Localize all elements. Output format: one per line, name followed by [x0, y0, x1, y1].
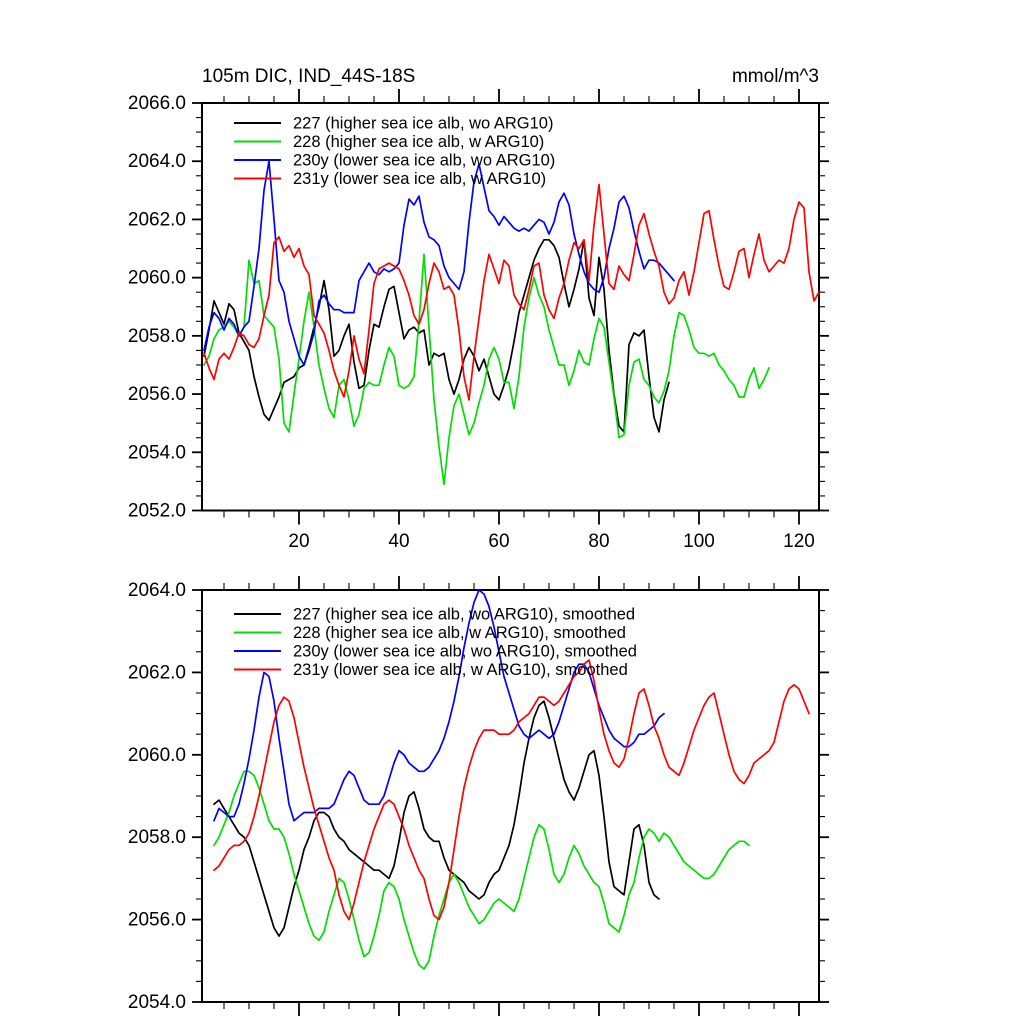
- x-tick-label: 40: [388, 531, 410, 552]
- panel-bottom: [128, 576, 829, 1016]
- y-tick-label: 2060.0: [127, 744, 186, 766]
- legend: [234, 115, 555, 189]
- x-tick-label: 80: [588, 531, 610, 552]
- y-tick-label: 2056.0: [127, 384, 186, 406]
- y-tick-label: 2056.0: [127, 909, 186, 931]
- page-title: 105m DIC, IND_44S-18S: [202, 66, 416, 87]
- x-tick-label: 20: [288, 531, 310, 552]
- x-tick-label: 100: [683, 531, 715, 552]
- series-line-2: [204, 254, 769, 484]
- y-tick-label: 2052.0: [127, 500, 186, 522]
- panel-top: [128, 89, 829, 552]
- legend: [234, 606, 637, 680]
- y-tick-label: 2060.0: [127, 267, 186, 289]
- legend-label: 228 (higher sea ice alb, w ARG10), smoothed: [293, 624, 626, 642]
- y-tick-label: 2062.0: [127, 209, 186, 231]
- y-tick-label: 2058.0: [127, 325, 186, 347]
- series-line-4: [204, 185, 819, 400]
- legend-item: [234, 133, 544, 151]
- y-tick-label: 2058.0: [127, 827, 186, 849]
- series-line-2: [214, 771, 749, 969]
- x-tick-label: 120: [783, 531, 815, 552]
- legend-label: 227 (higher sea ice alb, wo ARG10), smoothed: [293, 605, 636, 624]
- y-tick-label: 2064.0: [127, 580, 186, 601]
- y-tick-label: 2066.0: [127, 93, 186, 114]
- y-tick-label: 2054.0: [127, 442, 186, 464]
- units-label: mmol/m^3: [731, 66, 819, 87]
- y-tick-label: 2064.0: [127, 151, 186, 173]
- y-tick-label: 2054.0: [127, 992, 186, 1013]
- series-line-1: [214, 701, 659, 936]
- legend-label: 230y (lower sea ice alb, wo ARG10): [293, 151, 556, 170]
- legend-label: 230y (lower sea ice alb, wo ARG10), smoothed: [293, 642, 637, 661]
- legend-item: [234, 115, 553, 133]
- legend-item: [234, 643, 637, 661]
- legend-item: [234, 152, 555, 170]
- x-tick-label: 60: [488, 531, 510, 552]
- legend-item: [234, 624, 626, 642]
- legend-item: [234, 661, 628, 679]
- y-tick-label: 2062.0: [127, 662, 186, 684]
- legend-item: [234, 606, 635, 624]
- legend-label: 231y (lower sea ice alb, w ARG10): [293, 170, 547, 188]
- legend-label: 228 (higher sea ice alb, w ARG10): [293, 133, 545, 151]
- legend-label: 231y (lower sea ice alb, w ARG10), smoothed: [293, 661, 628, 679]
- legend-item: [234, 170, 546, 188]
- legend-label: 227 (higher sea ice alb, wo ARG10): [293, 114, 554, 133]
